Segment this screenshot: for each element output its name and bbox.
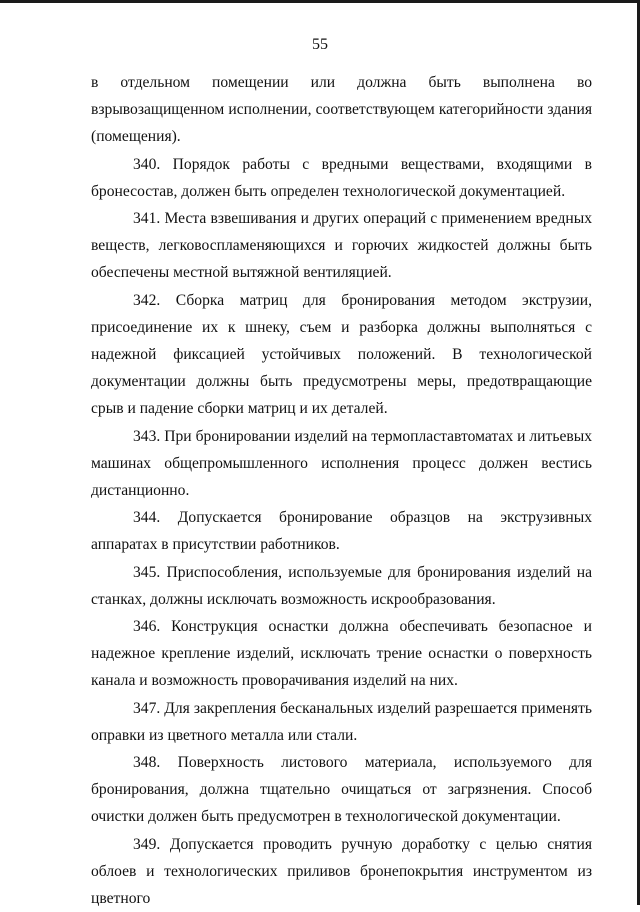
paragraph-342: 342. Сборка матриц для бронирования методом экструзии, присоединение их к шнеку, съем и разборка должны выполняться с надежной фиксацией устойчивых положений. В технологической документации должны быть предусмотрены меры, предотвращающие срыв и падение сборки матриц и их деталей.: [91, 291, 592, 418]
page-number: 55: [312, 36, 328, 53]
scan-edge-top: [0, 0, 640, 3]
paragraph-345: 345. Приспособления, используемые для бронирования изделий на станках, должны исключать возможность искрообразования.: [91, 563, 592, 608]
paragraph-348: 348. Поверхность листового материала, используемого для бронирования, должна тщательно очищаться от загрязнения. Способ очистки должен быть предусмотрен в технологической документации.: [91, 754, 592, 826]
paragraph-340: 340. Порядок работы с вредными веществами, входящими в бронесостав, должен быть определен технологической документацией.: [91, 155, 592, 200]
paragraph-343: 343. При бронировании изделий на термопластавтоматах и литьевых машинах общепромышленного исполнения процесс должен вестись дистанционно.: [91, 427, 592, 500]
paragraph-341: 341. Места взвешивания и других операций с применением вредных веществ, легковоспламеняющихся и горючих жидкостей должны быть обеспечены местной вытяжной вентиляцией.: [91, 210, 592, 282]
paragraph-344: 344. Допускается бронирование образцов на экструзивных аппаратах в присутствии работников.: [91, 509, 592, 554]
paragraph-349: 349. Допускается проводить ручную доработку с целью снятия облоев и технологических приливов бронепокрытия инструментом из цветного: [91, 835, 592, 908]
paragraph-346: 346. Конструкция оснастки должна обеспечивать безопасное и надежное крепление изделий, исключать трение оснастки о поверхность канала и возможность проворачивания изделий на них.: [91, 618, 592, 690]
paragraph-347: 347. Для закрепления бесканальных изделий разрешается применять оправки из цветного металла или стали.: [91, 699, 592, 744]
document-body: [91, 69, 592, 912]
paragraph-continuation: в отдельном помещении или должна быть выполнена во взрывозащищенном исполнении, соответствующем категорийности здания (помещения).: [91, 74, 592, 146]
